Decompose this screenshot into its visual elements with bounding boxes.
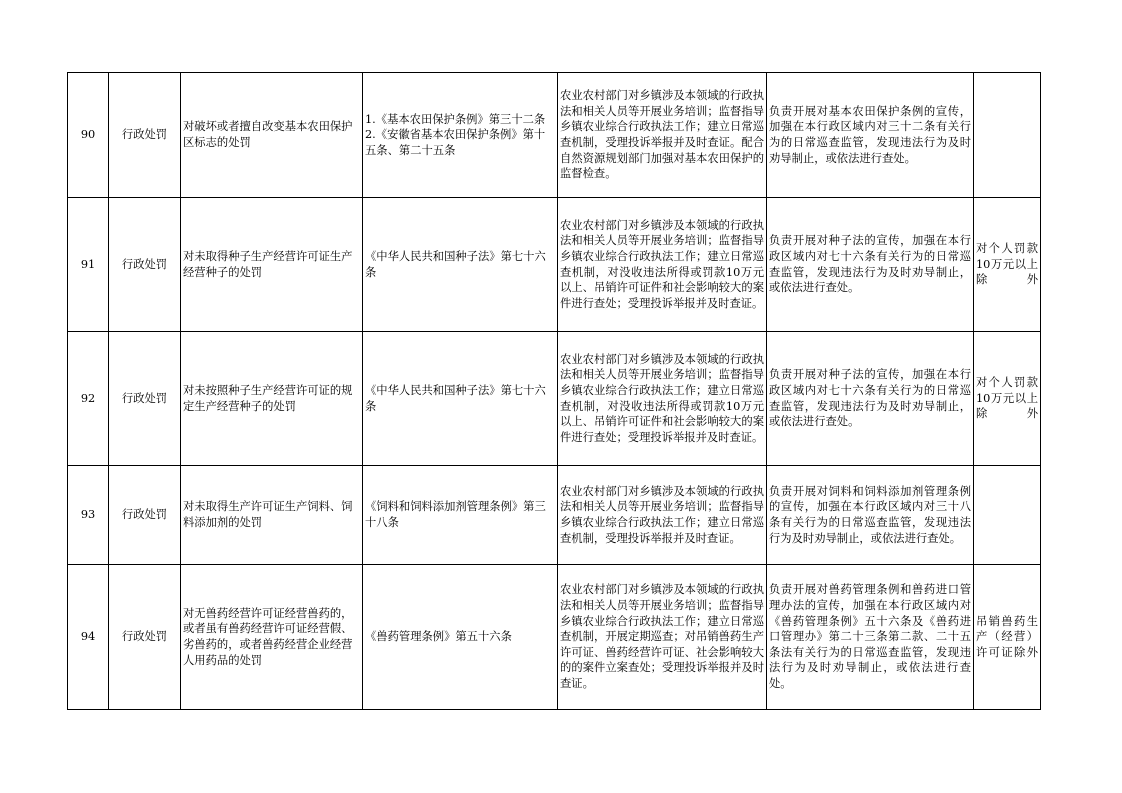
legal-basis bbox=[363, 73, 558, 198]
legal-basis: 《中华人民共和国种子法》第七十六条 bbox=[363, 198, 558, 332]
item-name: 对未取得种子生产经营许可证生产经营种子的处罚 bbox=[181, 198, 363, 332]
city-responsibility: 农业农村部门对乡镇涉及本领域的行政执法和相关人员等开展业务培训；监督指导乡镇农业综合行政执法工作；建立日常巡查机制，开展定期巡查；对吊销兽药生产许可证、兽药经营许可证、社会影响较大的的案件立案查处；受理投诉举报并及时查证。 bbox=[558, 565, 767, 710]
item-type: 行政处罚 bbox=[109, 565, 181, 710]
table-row bbox=[68, 565, 1041, 710]
legal-basis: 《中华人民共和国种子法》第七十六条 bbox=[363, 332, 558, 466]
city-responsibility: 农业农村部门对乡镇涉及本领域的行政执法和相关人员等开展业务培训；监督指导乡镇农业综合行政执法工作；建立日常巡查机制，受理投诉举报并及时查证。 bbox=[558, 466, 767, 565]
remark: 吊销兽药生产（经营）许可证除外 bbox=[974, 565, 1041, 710]
legal-basis-line: 1.《基本农田保护条例》第三十二条 2.《安徽省基本农田保护条例》第十五条、第二十五条 bbox=[365, 112, 546, 157]
item-name: 对无兽药经营许可证经营兽药的，或者虽有兽药经营许可证经营假、劣兽药的，或者兽药经营企业经营人用药品的处罚 bbox=[181, 565, 363, 710]
county-responsibility: 负责开展对种子法的宣传，加强在本行政区域内对七十六条有关行为的日常巡查监管，发现违法行为及时劝导制止，或依法进行查处。 bbox=[767, 332, 974, 466]
remark: 对个人罚款10万元以上除外 bbox=[974, 198, 1041, 332]
row-number: 91 bbox=[68, 198, 109, 332]
county-responsibility: 负责开展对饲料和饲料添加剂管理条例的宣传，加强在本行政区域内对三十八条有关行为的日常巡查监管，发现违法行为及时劝导制止，或依法进行查处。 bbox=[767, 466, 974, 565]
county-responsibility: 负责开展对种子法的宣传，加强在本行政区域内对七十六条有关行为的日常巡查监管，发现违法行为及时劝导制止，或依法进行查处。 bbox=[767, 198, 974, 332]
table-row bbox=[68, 198, 1041, 332]
row-number: 92 bbox=[68, 332, 109, 466]
item-type: 行政处罚 bbox=[109, 332, 181, 466]
item-type: 行政处罚 bbox=[109, 466, 181, 565]
remark bbox=[974, 73, 1041, 198]
remark bbox=[974, 466, 1041, 565]
item-name: 对未按照种子生产经营许可证的规定生产经营种子的处罚 bbox=[181, 332, 363, 466]
row-number: 94 bbox=[68, 565, 109, 710]
city-responsibility: 农业农村部门对乡镇涉及本领域的行政执法和相关人员等开展业务培训；监督指导乡镇农业综合行政执法工作；建立日常巡查机制，受理投诉举报并及时查证。配合自然资源规划部门加强对基本农田保护的监督检查。 bbox=[558, 73, 767, 198]
item-type: 行政处罚 bbox=[109, 198, 181, 332]
item-type: 行政处罚 bbox=[109, 73, 181, 198]
row-number: 90 bbox=[68, 73, 109, 198]
row-number: 93 bbox=[68, 466, 109, 565]
item-name: 对破坏或者擅自改变基本农田保护区标志的处罚 bbox=[181, 73, 363, 198]
table-row bbox=[68, 73, 1041, 198]
responsibility-table bbox=[67, 72, 1041, 710]
legal-basis: 《兽药管理条例》第五十六条 bbox=[363, 565, 558, 710]
legal-basis: 《饲料和饲料添加剂管理条例》第三十八条 bbox=[363, 466, 558, 565]
county-responsibility: 负责开展对基本农田保护条例的宣传，加强在本行政区域内对三十二条有关行为的日常巡查监管，发现违法行为及时劝导制止，或依法进行查处。 bbox=[767, 73, 974, 198]
county-responsibility: 负责开展对兽药管理条例和兽药进口管理办法的宣传，加强在本行政区域内对《兽药管理条例》五十六条及《兽药进口管理办》第二十三条第二款、二十五条法有关行为的日常巡查监管，发现违法行为及时劝导制止，或依法进行查处。 bbox=[767, 565, 974, 710]
table-row bbox=[68, 332, 1041, 466]
item-name: 对未取得生产许可证生产饲料、饲料添加剂的处罚 bbox=[181, 466, 363, 565]
table-row bbox=[68, 466, 1041, 565]
city-responsibility: 农业农村部门对乡镇涉及本领域的行政执法和相关人员等开展业务培训；监督指导乡镇农业综合行政执法工作；建立日常巡查机制，对没收违法所得或罚款10万元以上、吊销许可证件和社会影响较大的案件进行查处；受理投诉举报并及时查证。 bbox=[558, 332, 767, 466]
city-responsibility: 农业农村部门对乡镇涉及本领域的行政执法和相关人员等开展业务培训；监督指导乡镇农业综合行政执法工作；建立日常巡查机制，对没收违法所得或罚款10万元以上、吊销许可证件和社会影响较大的案件进行查处；受理投诉举报并及时查证。 bbox=[558, 198, 767, 332]
remark: 对个人罚款10万元以上除外 bbox=[974, 332, 1041, 466]
